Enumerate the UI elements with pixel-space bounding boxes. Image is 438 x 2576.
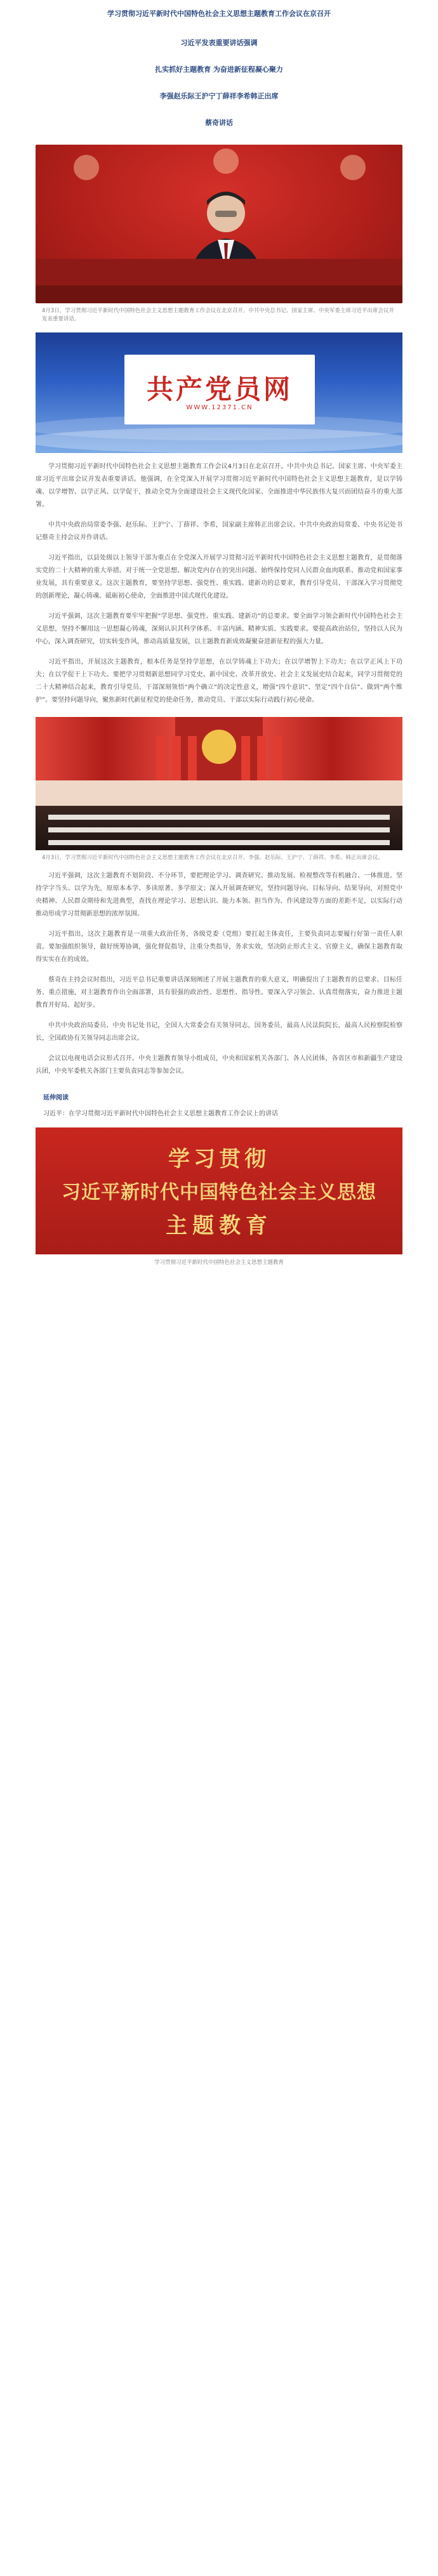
- subtitle-1: 习近平发表重要讲话强调: [180, 39, 258, 47]
- paragraph: 习近平指出，开展这次主题教育，根本任务是坚持学思想，在以学铸魂上下功夫；在以学增智上下功夫；在以学正风上下功夫；在以学促干上下功夫。要把学习贯彻新思想同学习党史、新中国史、改革开放史、社会主义发展史结合起来，同学习贯彻党的二十大精神结合起来，教育引导党员、干部深刻领悟“两个确立”的决定性意义，增强“四个意识”、坚定“四个自信”、做到“两个维护”。要坚持问题导向，聚焦新时代新征程党的使命任务，推动党员、干部以实际行动践行初心使命。: [36, 659, 402, 704]
- stage-light: [213, 148, 239, 174]
- party-emblem: [202, 730, 236, 764]
- audience-area: [36, 806, 402, 850]
- paragraph: 会议以电视电话会议形式召开。中央主题教育领导小组成员，中央和国家机关各部门、各人民团体，各省区市和新疆生产建设兵团，中央军委机关各部门主要负责同志等参加会议。: [36, 1055, 402, 1075]
- poster-line-3: 主题教育: [166, 1213, 272, 1239]
- hall-caption: 4月3日，学习贯彻习近平新时代中国特色社会主义思想主题教育工作会议在北京召开。李强、赵乐际、王沪宁、丁薛祥、李希、韩正出席会议。: [42, 855, 383, 861]
- hero-photo: [36, 145, 402, 303]
- site-logo: 共产党员网: [146, 374, 293, 405]
- paragraph: 中共中央政治局常委李强、赵乐际、王沪宁、丁薛祥、李希，国家副主席韩正出席会议。中共中央政治局常委、中央书记处书记蔡奇主持会议并作讲话。: [36, 522, 402, 541]
- stage-light: [340, 155, 366, 180]
- paragraph: 中共中央政治局委员、中央书记处书记，全国人大常委会有关领导同志，国务委员，最高人民法院院长，最高人民检察院检察长，全国政协有关领导同志出席会议。: [36, 1022, 402, 1042]
- paragraph: 习近平指出，这次主题教育是一项重大政治任务，各级党委（党组）要扛起主体责任，主要负责同志要履行好第一责任人职责。要加强组织领导，做好统筹协调，强化督促指导，注重分类指导，务求实效，坚决防止形式主义、官僚主义，确保主题教育取得实实在在的成效。: [36, 931, 402, 963]
- paragraph: 学习贯彻习近平新时代中国特色社会主义思想主题教育工作会议4月3日在北京召开。中共中央总书记、国家主席、中央军委主席习近平出席会议并发表重要讲话。他强调，在全党深入开展学习贯彻习近平新时代中国特色社会主义思想主题教育，是以学铸魂、以学增智、以学正风、以学促干，推动全党为全面建设社会主义现代化国家、全面推进中华民族伟大复兴而团结奋斗的重大部署。: [36, 463, 402, 508]
- article-body-b: [0, 870, 438, 1078]
- desk-row: [48, 827, 390, 832]
- decor-wave: [36, 428, 402, 453]
- article-page: [0, 0, 438, 1266]
- poster-line-2: 习近平新时代中国特色社会主义思想: [62, 1181, 376, 1204]
- site-url: WWW.12371.CN: [186, 404, 253, 411]
- article-body-a: [0, 461, 438, 707]
- theme-poster: [36, 1127, 402, 1254]
- poster-caption: 学习贯彻习近平新时代中国特色社会主义思想主题教育: [154, 1259, 284, 1266]
- stage: [36, 780, 402, 806]
- stage-light: [74, 155, 99, 180]
- subtitle-4: 蔡奇讲话: [205, 119, 233, 127]
- logo-card: [124, 355, 315, 424]
- main-title: 学习贯彻习近平新时代中国特色社会主义思想主题教育工作会议在京召开: [107, 10, 331, 18]
- paragraph: 习近平指出，以县处级以上领导干部为重点在全党深入开展学习贯彻习近平新时代中国特色社会主义思想主题教育，是贯彻落实党的二十大精神的重大举措。对于统一全党思想、解决党内存在的突出问题、始终保持党同人民群众血肉联系、推动党和国家事业发展，具有重要意义。这次主题教育，要坚持学思想、强党性、重实践、建新功的总要求，教育引导党员、干部深入学习贯彻党的创新理论，凝心铸魂、砥砺初心使命，全面推进中国式现代化建设。: [36, 555, 402, 600]
- hero-caption: 4月3日，学习贯彻习近平新时代中国特色社会主义思想主题教育工作会议在北京召开。中共中央总书记、国家主席、中央军委主席习近平出席会议并发表重要讲话。: [42, 308, 394, 322]
- related-link[interactable]: 习近平：在学习贯彻习近平新时代中国特色社会主义思想主题教育工作会议上的讲话: [43, 1110, 278, 1117]
- poster-line-1: 学习贯彻: [168, 1147, 270, 1172]
- title-block: [0, 0, 438, 128]
- meeting-hall-photo: [36, 717, 402, 850]
- desk-row: [48, 840, 390, 845]
- subtitle-3: 李强赵乐际王沪宁丁薛祥李希韩正出席: [159, 92, 279, 100]
- related-heading: 延伸阅读: [43, 1094, 69, 1101]
- paragraph: 习近平强调，这次主题教育要牢牢把握“学思想、强党性、重实践、建新功”的总要求。要全面学习领会新时代中国特色社会主义思想，坚持不懈用这一思想凝心铸魂，深刻认识其科学体系、丰富内涵、精神实质、实践要求。要提高政治站位，坚持以人民为中心，深入调查研究，切实转变作风，推动高质量发展，以主题教育新成效凝聚奋进新征程的强大力量。: [36, 613, 402, 645]
- site-banner: [36, 332, 402, 453]
- paragraph: 蔡奇在主持会议时指出，习近平总书记重要讲话深刻阐述了开展主题教育的重大意义，明确提出了主题教育的总要求、目标任务、重点措施，对主题教育作出全面部署，具有很强的政治性、思想性、指导性。要深入学习领会、认真贯彻落实，奋力推进主题教育开好局、起好步。: [36, 976, 402, 1009]
- subtitle-2: 扎实抓好主题教育 为奋进新征程凝心聚力: [155, 65, 283, 74]
- paragraph: 习近平强调，这次主题教育不划阶段、不分环节，要把理论学习、调查研究、推动发展、检视整改等有机融合、一体推进。坚持学字当头、以学为先，原原本本学、多读原著、多学原文；深入开展调查研究，坚持问题导向、目标导向、结果导向，对照党中央精神、人民群众期待和先进典型，查找在理论学习、思想认识、能力本领、担当作为、作风建设等方面的差距不足，以实际行动推动形成学习贯彻新思想的浓厚氛围。: [36, 872, 402, 917]
- desk-row: [48, 815, 390, 820]
- desk-front: [36, 286, 402, 303]
